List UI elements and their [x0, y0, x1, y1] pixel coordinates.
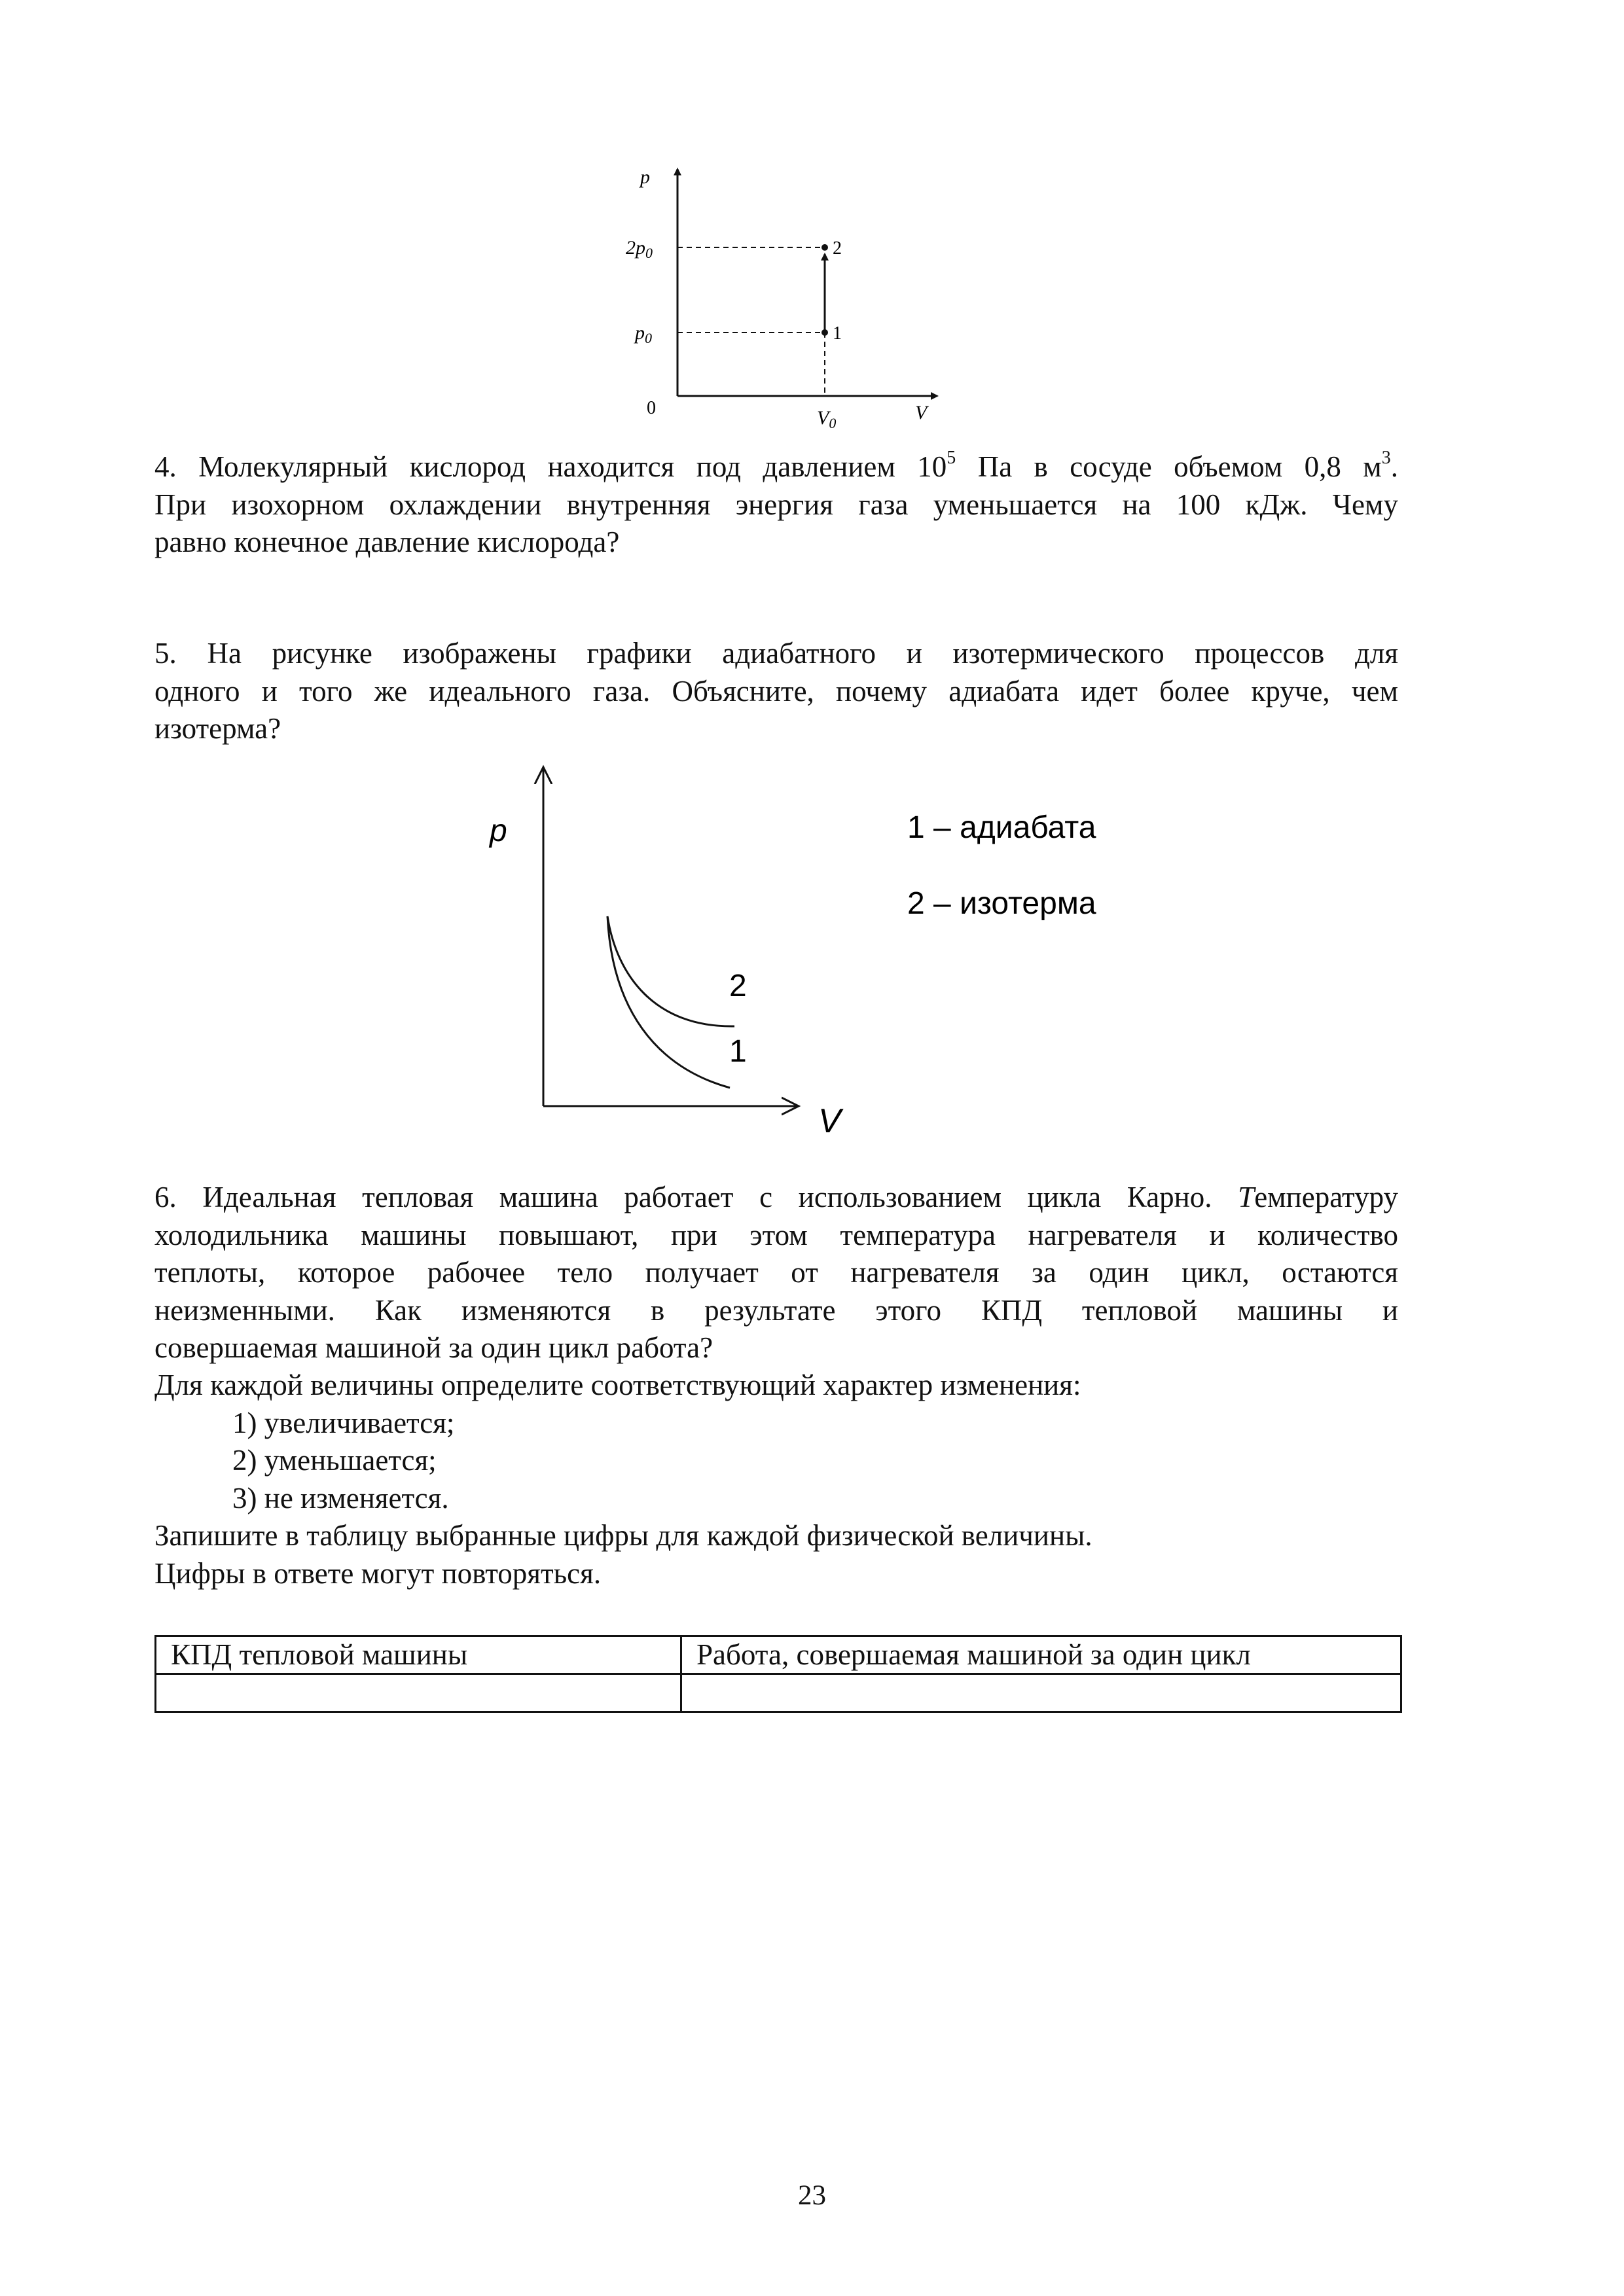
y-axis-label: p	[640, 166, 650, 188]
question-4-line-2: При изохорном охлаждении внутренняя энергия газа уменьшается на 100 кДж. Чему	[154, 488, 1398, 521]
answer-table-input-row	[156, 1674, 1401, 1712]
answer-cell-work[interactable]	[681, 1674, 1401, 1712]
legend-isotherm: 2 – изотерма	[907, 886, 1096, 921]
question-6	[154, 1179, 1398, 1367]
question-5-line-1: 5. На рисунке изображены графики адиабатного и изотермического процессов для	[154, 637, 1398, 670]
page-number: 23	[798, 2180, 826, 2211]
question-5-line-3: изотерма?	[154, 712, 281, 745]
option-1: 1) увеличивается;	[232, 1407, 455, 1439]
question-4	[154, 448, 1398, 562]
answer-table	[154, 1635, 1402, 1713]
header-efficiency: КПД тепловой машины	[156, 1636, 681, 1674]
x-axis-label: V	[915, 402, 928, 423]
option-3: 3) не изменяется.	[232, 1482, 449, 1515]
adiabat-curve	[607, 916, 730, 1088]
x-axis-label: V	[818, 1102, 841, 1140]
question-4-line-1: 4. Молекулярный кислород находится под давлением $10^5$ Па в сосуде объемом 0,8 $м^3$.	[154, 448, 1398, 483]
header-work: Работа, совершаемая машиной за один цикл	[681, 1636, 1401, 1674]
y-axis-label: p	[490, 814, 507, 848]
point-2-label: 2	[833, 238, 842, 259]
tick-label-v0: $V_0$	[817, 407, 837, 431]
question-6-line-1: 6. Идеальная тепловая машина работает с использованием цикла Карно. Температуру	[154, 1181, 1398, 1213]
question-6-line-4: неизменными. Как изменяются в результате этого КПД тепловой машины и	[154, 1293, 1398, 1327]
tick-label-2p0: $2p_0$	[626, 237, 653, 261]
question-5	[154, 635, 1398, 748]
question-6-line-2: холодильника машины повышают, при этом температура нагревателя и количество	[154, 1218, 1398, 1251]
option-2: 2) уменьшается;	[232, 1444, 437, 1477]
legend-adiabat: 1 – адиабата	[907, 810, 1096, 845]
question-6-instruction: Для каждой величины определите соответствующий характер изменения:	[154, 1369, 1081, 1401]
repeat-note: Цифры в ответе могут повторяться.	[154, 1557, 602, 1590]
question-6-line-5: совершаемая машиной за один цикл работа?	[154, 1331, 713, 1364]
tick-label-p0: $p_0$	[635, 322, 652, 346]
answer-cell-efficiency[interactable]	[156, 1674, 681, 1712]
isochoric-pv-diagram	[622, 157, 962, 439]
point-1-label: 1	[833, 323, 842, 344]
answer-table-header-row	[156, 1636, 1401, 1674]
question-6-line-3: теплоты, которое рабочее тело получает от нагревателя за один цикл, остаются	[154, 1256, 1398, 1289]
question-5-line-2: одного и того же идеального газа. Объясните, почему адиабата идет более круче, чем	[154, 674, 1398, 708]
isotherm-curve	[607, 916, 734, 1026]
adiabat-isotherm-diagram	[478, 759, 1152, 1152]
origin-label: 0	[647, 398, 656, 418]
point-1-dot	[821, 329, 828, 336]
curve-label-1: 1	[729, 1034, 747, 1069]
curve-label-2: 2	[729, 969, 747, 1003]
write-note: Запишите в таблицу выбранные цифры для каждой физической величины.	[154, 1519, 1092, 1552]
question-4-line-3: равно конечное давление кислорода?	[154, 526, 620, 558]
point-2-dot	[821, 244, 828, 251]
